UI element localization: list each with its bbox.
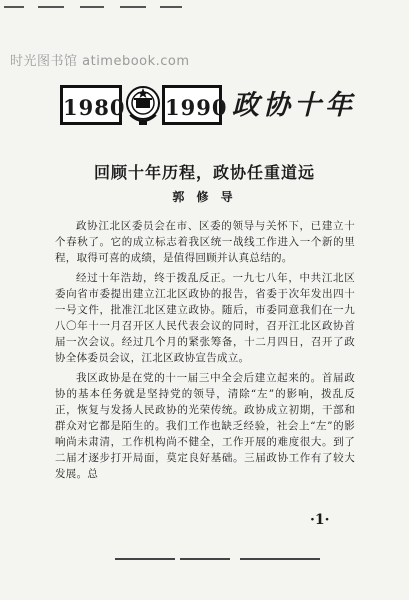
article-title: 回顾十年历程，政协任重道远 <box>93 163 315 182</box>
border-dash <box>38 6 64 8</box>
bottom-rule <box>115 558 175 560</box>
page-number: ·1· <box>310 512 330 528</box>
article-body <box>55 218 355 486</box>
border-dash <box>160 6 182 8</box>
watermark: 时光图书馆 atimebook.com <box>10 54 190 69</box>
bottom-rule <box>240 558 320 560</box>
paragraph: 我区政协是在党的十一届三中全会后建立起来的。首届政协的基本任务就是坚持党的领导，清除“左”的影响，拨乱反正，恢复与发扬人民政协的光荣传统。政协成立初期，干部和群众对它都是陌生的。我们工作也缺乏经验，社会上“左”的影响尚未肃清，工作机构尚不健全，工作开展的难度很大。到了二届才逐步打开局面，莫定良好基础。三届政协工作有了较大发展。总 <box>55 372 355 480</box>
header-banner <box>60 85 362 129</box>
year-start-box: 1980 <box>60 85 122 125</box>
top-scan-border <box>0 0 409 12</box>
paragraph: 政协江北区委员会在市、区委的领导与关怀下，已建立十个春秋了。它的成立标志着我区统一战线工作进入一个新的里程，取得可喜的成绩，是值得回顾并认真总结的。 <box>55 220 355 264</box>
border-dash <box>4 6 24 8</box>
year-end-box: 1990 <box>162 85 222 125</box>
border-dash <box>120 6 146 8</box>
bottom-rule <box>180 558 230 560</box>
banner-title: 政协十年 <box>232 90 356 121</box>
paragraph: 经过十年浩劫，终于拨乱反正。一九七八年，中共江北区委向省市委提出建立江北区政协的报告，省委于次年发出四十一号文件，批准江北区建立政协。随后，市委同意我们在一九八〇年十一月召开区人民代表会议的同时，召开江北区政协首届一次会议。经过几个月的紧张筹备，十二月四日，召开了政协全体委员会议，江北区政协宣告成立。 <box>55 272 355 364</box>
border-dash <box>80 6 104 8</box>
article-author: 郭 修 导 <box>172 190 237 204</box>
national-emblem-icon <box>124 83 162 127</box>
